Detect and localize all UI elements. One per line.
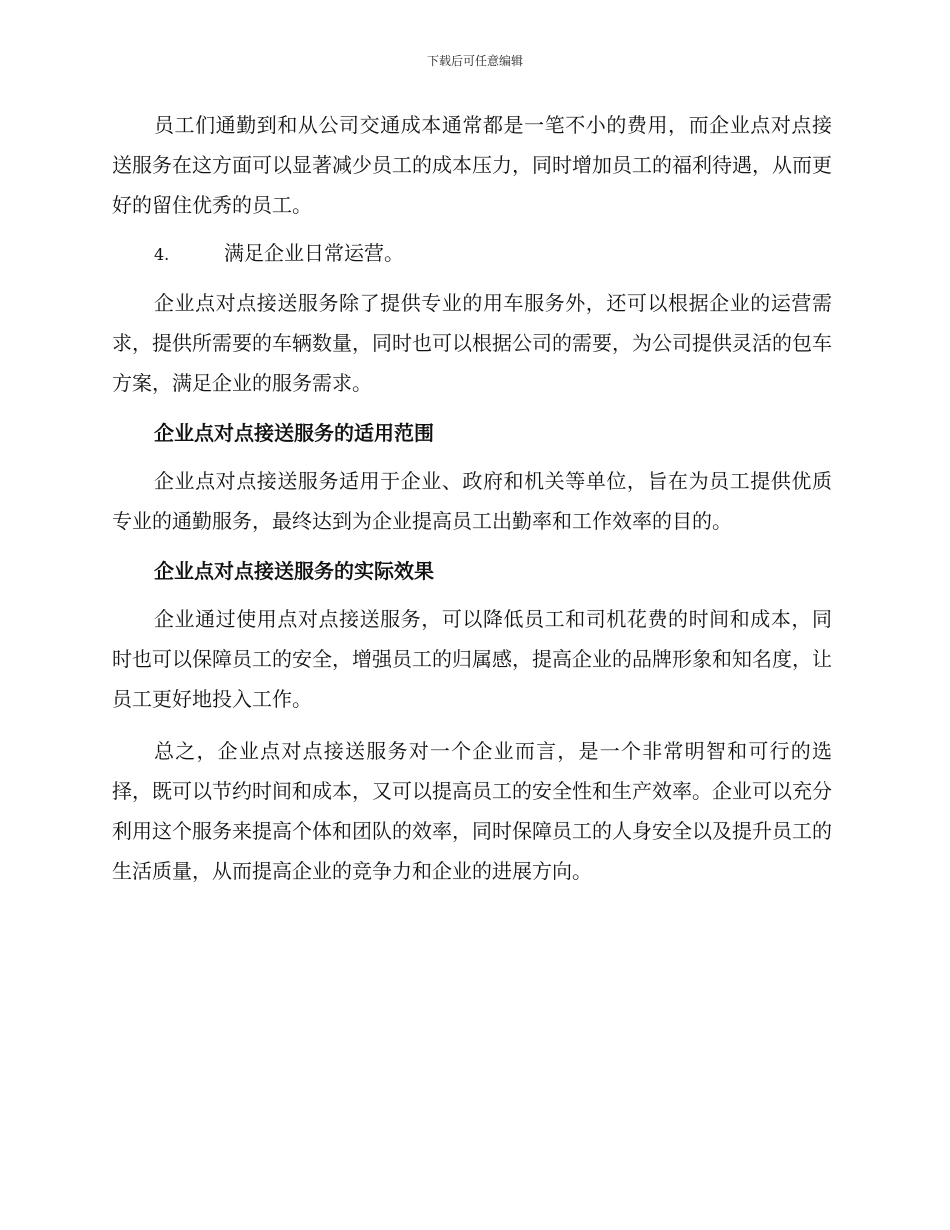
paragraph-operations: 企业点对点接送服务除了提供专业的用车服务外，还可以根据企业的运营需求，提供所需要的车辆数量，同时也可以根据公司的需要，为公司提供灵活的包车方案，满足企业的服务需求。: [112, 291, 832, 395]
paragraph-commute-cost: 员工们通勤到和从公司交通成本通常都是一笔不小的费用，而企业点对点接送服务在这方面可以显著减少员工的成本压力，同时增加员工的福利待遇，从而更好的留住优秀的员工。: [112, 113, 832, 217]
document-body: [112, 105, 832, 891]
section-heading-effect: 企业点对点接送服务的实际效果: [154, 559, 434, 583]
list-item-daily-operations: [112, 233, 832, 275]
page-header: 下载后可任意编辑: [426, 54, 523, 68]
list-item-number: 4.: [154, 245, 170, 264]
paragraph-scope: 企业点对点接送服务适用于企业、政府和机关等单位，旨在为员工提供优质专业的通勤服务，最终达到为企业提高员工出勤率和工作效率的目的。: [112, 469, 832, 533]
list-item-text: 满足企业日常运营。: [224, 241, 404, 265]
paragraph-conclusion: 总之，企业点对点接送服务对一个企业而言，是一个非常明智和可行的选择，既可以节约时间和成本，又可以提高员工的安全性和生产效率。企业可以充分利用这个服务来提高个体和团队的效率，同时保障员工的人身安全以及提升员工的生活质量，从而提高企业的竞争力和企业的进展方向。: [112, 739, 832, 883]
paragraph-effect: 企业通过使用点对点接送服务，可以降低员工和司机花费的时间和成本，同时也可以保障员工的安全，增强员工的归属感，提高企业的品牌形象和知名度，让员工更好地投入工作。: [112, 607, 832, 711]
section-heading-scope: 企业点对点接送服务的适用范围: [154, 421, 434, 445]
